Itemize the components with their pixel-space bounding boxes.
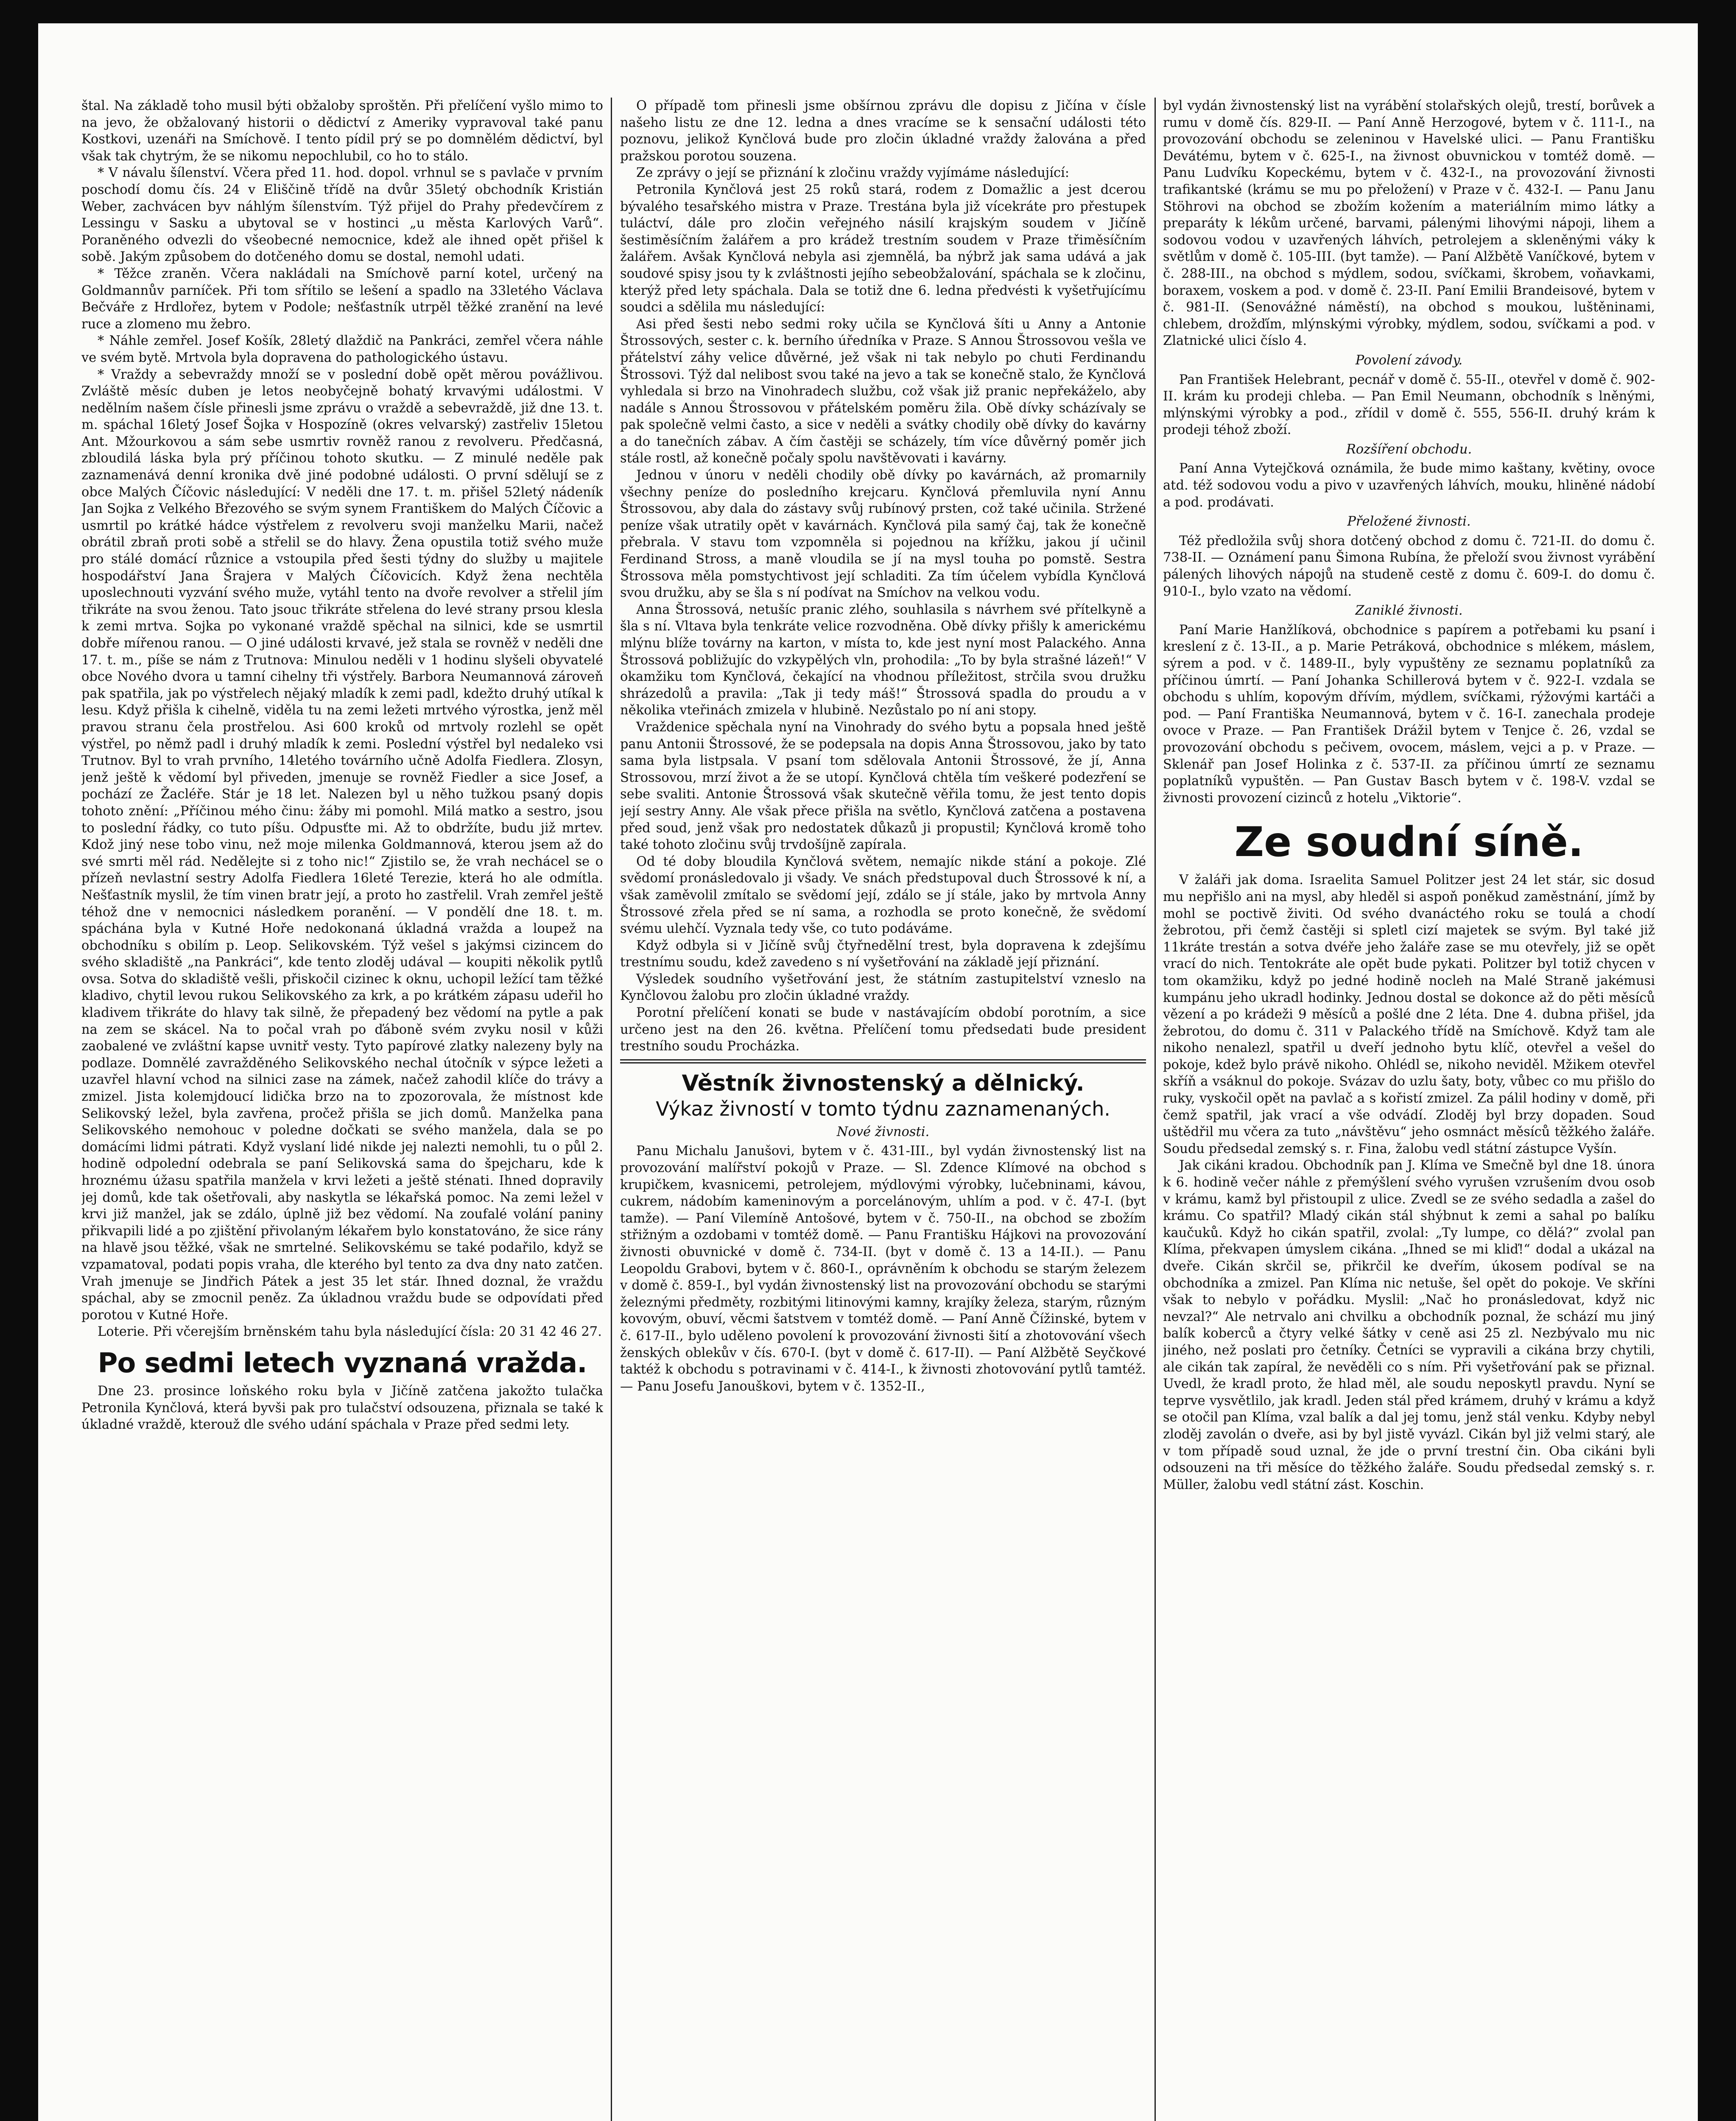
- article-paragraph: Výsledek soudního vyšetřování jest, že státním zastupitelství vzneslo na Kynčlovou žalobu pro zločin úkladné vraždy.: [620, 971, 1146, 1004]
- article-paragraph: Porotní přelíčení konati se bude v nastávajícím období porotním, a sice určeno jest na den 26. května. Přelíčení tomu předsedati bude president trestního soudu Procházka.: [620, 1005, 1146, 1054]
- subsection-title: Povolení závody.: [1355, 353, 1463, 368]
- article-paragraph: Když odbyla si v Jičíně svůj čtyřnedělní trest, byla dopravena k zdejšímu trestnímu soudu, kdež zavedeno s ní vyšetřování na základě její přiznání.: [620, 938, 1146, 970]
- column-left: [81, 98, 603, 2121]
- lottery-results: Loterie. Při včerejším brněnském tahu byla následující čísla: 20 31 42 46 27.: [98, 1324, 602, 1340]
- scan-border-right: [1698, 0, 1736, 2121]
- section-divider: [620, 1059, 1146, 1063]
- column-rule: [1155, 98, 1156, 2121]
- section-subheadline: Výkaz živností v tomto týdnu zaznamenaných.: [656, 1097, 1110, 1120]
- scan-border-left: [0, 0, 38, 2121]
- subsection-title: Rozšíření obchodu.: [1346, 442, 1472, 457]
- article-paragraph: Petronila Kynčlová jest 25 roků stará, rodem z Domažlic a jest dcerou bývalého tesařského mistra v Praze. Trestána byla již vícekráte pro přestupek tuláctví, dále pro zločin veřejného násilí krajským soudem v Jičíně šestiměsíčním žalářem a pro krádež trestním soudem v Praze třiměsíčním žalářem. Avšak Kynčlová nebyla asi zjemnělá, ba nýbrž jak sama udává a jak soudové spisy jsou ty k zvláštnosti jejího sebeobžalování, spáchala se k zločinu, kterýž před lety spáchala. Dala se totiž dne 6. ledna předvésti k vyšetřujícímu soudci a sdělila mu následující:: [620, 182, 1146, 315]
- column-rule: [611, 98, 612, 2121]
- article-paragraph: Asi před šesti nebo sedmi roky učila se Kynčlová šíti u Anny a Antonie Štrossových, sester c. k. berního úředníka v Praze. S Annou Štrossovou vešla ve přátelství záhy velice důvěrné, jež však ni tak nebylo po chuti Ferdinandu Štrossovi. Týž dal nelibost svou také na jevo a tak se konečně stalo, že Kynčlová vyhledala si brzo na Vinohradech službu, což však již pranic nepřekáželo, aby nadále s Annou Štrossovou v přátelském poměru žila. Obě dívky scházívaly se pak společně velmi často, a sice v neděli a svátky chodily obě dívky do kavárny a do tanečních zábav. A čím častěji se scházely, tím více důvěrný poměr jich stále rostl, až konečně počaly spolu navštěvovati i kavárny.: [620, 316, 1146, 466]
- article-paragraph: Vraždenice spěchala nyní na Vinohrady do svého bytu a popsala hned ještě panu Antonii Štrossové, že se podepsala na dopis Anna Štrossovou, jako by tato sama byla listpsala. V psaní tom sdělovala Antonii Štrossové, že jí, Anna Strossovou, mrzí život a že se utopí. Kynčlová chtěla tím veškeré podezření se sebe svaliti. Antonie Štrossová však skutečně věřila tomu, že jest tento dopis její sestry Anny. Ale však přece přišla na světlo, Kynčlová zatčena a postavena před soud, jenž však pro nedostatek důkazů ji propustil; Kynčlová kromě toho také tohoto zločinu svůj trvdošíjně zapírala.: [620, 719, 1146, 853]
- article-paragraph: Paní Anna Vytejčková oznámila, že bude mimo kaštany, květiny, ovoce atd. též sodovou vodu a pivo v uzavřených láhvích, mouku, hliněné nádobí a pod. prodávati.: [1163, 461, 1655, 510]
- column-right: [1163, 98, 1655, 2121]
- article-paragraph: štal. Na základě toho musil býti obžaloby sproštěn. Při přelíčení vyšlo mimo to na jevo, že obžalovaný historii o dědictví z Ameriky vypravoval také panu Kostkovi, uzenáři na Smíchově. I tento pídil prý se po domnělém dědictví, byl však tak chytrým, že se nikomu nepochlubil, co ho to stálo.: [81, 98, 603, 164]
- article-paragraph: Jednou v únoru v neděli chodily obě dívky po kavárnách, až promarnily všechny peníze do posledního krejcaru. Kynčlová přemluvila nyní Annu Štrossovou, aby dala do zástavy svůj rubínový prsten, což také učinila. Stržené peníze však utratily opět v kavárnách. Kynčlová pila samý čaj, tak že konečně přebrala. V stavu tom vzpomněla si pojednou na křížku, jakou jí učinil Ferdinand Stross, a maně vloudila se jí na mysl touha po pomstě. Sestra Štrossova měla pomstychtivost její schladiti. Za tím účelem vybídla Kynčlová svou družku, aby se šla s ní podívat na Smíchov na velkou vodu.: [620, 468, 1146, 601]
- article-paragraph: Též předložila svůj shora dotčený obchod z domu č. 721-II. do domu č. 738-II. — Oznámení panu Šimona Rubína, že přeloží svou živnost vyrábění pálených lihových nápojů na studeně cestě z domu č. 609-I. do domu č. 910-I., bylo vzato na vědomí.: [1163, 533, 1655, 599]
- court-report: Jak cikáni kradou. Obchodník pan J. Klíma ve Smečně byl dne 18. února k 6. hodině večer náhle z přemýšlení svého vyrušen vzrušením dvou osob v krámu, kamž byl přistoupil z ulice. Zvedl se ze svého sedadla a zašel do krámu. Co spatřil? Mladý cikán stál shýbnut k zemi a sahal po balíku kaučuků. Když ho cikán spatřil, zvolal: „Ty lumpe, co dělá?“ zvolal pan Klíma, překvapen úmyslem cikána. „Ihned se mi kliď!“ dodal a ukázal na dveře. Cikán skrčil se, přikrčil ke dveřím, úkosem podíval se na obchodníka a zmizel. Pan Klíma nic netuše, šel opět do pokoje. Ve skříni však to nebylo v pořádku. Myslil: „Nač ho pronásledovat, když nic nevzal?“ Ale netrvalo ani chvilku a obchodník poznal, že schází mu jiný balík koberců a čtyry velké šátky v ceně asi 25 zl. Nezbývalo mu nic jiného, než poslati pro četníky. Četníci se vypravili a cikána brzy chytili, ale cikán tak zapíral, že nevěděli co s ním. Při vyšetřování pak se přiznal. Uvedl, že kradl proto, že hlad měl, ale soudu neposkytl pravdu. Nyní se teprve vysvětlilo, jak kradl. Jeden stál před krámem, druhý v krámu a když se otočil pan Klíma, vzal balík a dal jej tomu, jenž stál venku. Kdyby nebyl zloděj zavolán o dveře, asi by byl jistě vyvázl. Cikán byl již velmi starý, ale v tom případě soud uznal, že jde o první trestní čin. Oba cikáni byli odsouzeni na tři měsíce do těžkého žaláře. Soudu předsedal zemský s. r. Müller, žalobu vedl státní zást. Koschin.: [1163, 1158, 1655, 1492]
- column-middle: [620, 98, 1146, 2121]
- subsection-title: Přeložené živnosti.: [1347, 514, 1471, 529]
- article-paragraph: Panu Michalu Janušovi, bytem v č. 431-III., byl vydán živnostenský list na provozování malířství pokojů v Praze. — Sl. Zdence Klímové na obchod s krupičkem, kvasnicemi, petrolejem, mýdlovými výrobky, lučebninami, kávou, cukrem, nádobím kameninovým a porcelánovým, uhlím a pod. v č. 47-I. (byt tamže). — Paní Vilemíně Antošové, bytem v č. 750-II., na obchod se zbožím střižným a ozdobami v tomtéž domě. — Panu Františku Hájkovi na provozování živnosti obuvnické v domě č. 734-II. (byt v domě č. 13 a 14-II.). — Panu Leopoldu Grabovi, bytem v č. 860-I., oprávněním k obchodu se starým železem v domě č. 859-I., byl vydán živnostenský list na provozování obchodu se starými železnými předměty, rozbitými litinovými kamny, krajíky železa, starým, různým kovovým, obuví, věcmi šatstvem v tomtéž domě. — Paní Anně Čížinské, bytem v č. 617-II., bylo uděleno povolení k provozování živnosti šití a zhotovování všech ženských oblekův v čís. 670-I. (byt v domě č. 617-II). — Paní Alžbětě Seyčkové taktéž k obchodu s potravinami v č. 414-I., k živnosti zhotovování pytlů tamtéž. — Panu Josefu Janouškovi, bytem v č. 1352-II.,: [620, 1144, 1146, 1394]
- subsection-title: Zaniklé živnosti.: [1355, 603, 1463, 618]
- article-paragraph: byl vydán živnostenský list na vyrábění stolařských olejů, trestí, borůvek a rumu v domě čís. 829-II. — Paní Anně Herzogové, bytem v č. 111-I., na provozování obchodu se zeleninou v Havelské ulici. — Panu Františku Devátému, bytem v č. 625-I., na živnost obuvnickou v tomtéž domě. — Panu Ludvíku Kopeckému, bytem v č. 432-I., na provozování živnosti trafikantské (krámu se mu po přeložení) v Praze v č. 432-I. — Panu Janu Stöhrovi na obchod se zbožím kožením a materiálním mimo látky a preparáty k lékům určené, barvami, pálenými lihovými nápoji, lihem a sodovou vodou v uzavřených láhvích, petrolejem a skleněnými váky k světlům v domě č. 105-III. (byt tamže). — Paní Alžbětě Vaníčkové, bytem v č. 288-III., na obchod s mýdlem, sodou, svíčkami, škrobem, voňavkami, boraxem, voskem a pod. v domě č. 23-II. Paní Emilii Brandeisové, bytem v č. 981-II. (Senovážné náměstí), na obchod s moukou, luštěninami, chlebem, drožďím, mlýnskými výrobky, mýdlem, sodou, svíčkami a pod. v Zlatnické ulici číslo 4.: [1163, 98, 1655, 349]
- section-headline: Věstník živnostenský a dělnický.: [682, 1070, 1085, 1096]
- news-item-murders: * Vraždy a sebevraždy množí se v poslední době opět měrou povážlivou. Zvláště měsíc duben je letos neobyčejně bohatý krvavými událostmi. V nedělním našem čísle přinesli jsme zprávu o vraždě a sebevraždě, již dne 13. t. m. spáchal 16letý Josef Šojka v Hospozíně (okres velvarský) zastřeliv 15letou Ant. Mžourkovou a sám sebe usmrtiv rovněž ranou z revolveru. Předčasná, zbloudilá láska byla prý příčinou tohoto skutku. — Z minulé neděle pak zaznamenává denní kronika dvě jiné podobné události. O první sdělují se z obce Malých Číčovic následující: V neděli dne 17. t. m. přišel 52letý nádeník Jan Sojka z Velkého Březového se svým synem Františkem do Malých Číčovic a usmrtil po krátké hádce výstřelem z revolveru svoji manželku Marii, načež obrátil zbraň proti sobě a střelil se do hlavy. Žena opustila totiž svého muže pro stálé domácí různice a vstoupila před šesti týdny do služby u majitele hospodářství Jana Šrajera v Malých Číčovicích. Když žena nechtěla uposlechnouti vyzvání svého muže, vytáhl tento na dvoře revolver a střelil jím třikráte na svou ženou. Tato jsouc třikráte střelena do levé strany prsou klesla k zemi mrtva. Sojka po vykonané vraždě spěchal na silnici, kde se usmrtil dobře mířenou ranou. — O jiné události krvavé, jež stala se rovněž v neděli dne 17. t. m., píše se nám z Trutnova: Minulou neděli v 1 hodinu slyšeli obyvatelé obce Nového dvora u tamní cihelny tři výstřely. Barbora Neumannová zároveň pak spatřila, jak po výstřelech nějaký mladík k zemi padl, kdežto druhý utíkal k lesu. Když přišla k cihelně, viděla tu na zemi ležeti mrtvého výrostka, jenž měl pravou stranu čela prostřelou. Asi 600 kroků od mrtvoly rozlehl se opět výstřel, po němž padl i druhý mladík k zemi. Poslední výstřel byl nedaleko vsi Trutnov. Byl to vrah prvního, 14letého továrního učně Adolfa Fiedlera. Zlosyn, jenž ještě k vědomí byl přiveden, jmenuje se rovněž Fiedler a sice Josef, a pochází ze Žacléře. Stár je 18 let. Nalezen byl u něho tužkou psaný dopis tohoto znění: „Příčinou mého činu: žáby mi pomohl. Milá matko a sestro, jsou to poslední řádky, co tuto píšu. Odpusťte mi. Až to obdržíte, budu již mrtev. Kdož jiný nese tobo vinu, než moje milenka Goldmannová, kterou jsem až do své smrti měl rád. Nedělejte si z toho nic!“ Zjistilo se, že vrah nechácel se o přízeň nevlastní sestry Adolfa Fiedlera 16leté Terezie, která ho ale odmítla. Nešťastník myslil, že tím vinen bratr její, a proto ho zastřelil. Vrah zemřel ještě téhož dne v nemocnici následkem poranění. — V pondělí dne 18. t. m. spáchána byla v Kutné Hoře nedokonaná úkladná vražda a loupež na obchodníku s obilím p. Leop. Selikovském. Týž vešel s jakýmsi cizincem do svého skladiště „na Pankráci“, kde tento zloděj udával — koupiti několik pytlů ovsa. Sotva do skladiště vešli, přiskočil cizinec k oknu, uchopil ležící tam těžké kladivo, chytil levou rukou Selikovského za krk, a po krátkém zápasu udeřil ho kladivem třikráte do hlavy tak silně, že přepadený bez vědomí na pytle a pak na zem se skácel. Na to počal vrah po ďáboně svém zvyku nosil v kůži zaobalené ve zvláštní kapse uvnitř vesty. Tyto papírové zlatky nalezeny byly na podlaze. Domnělé zavražděného Selikovského nechal útočník v sýpce ležeti a uzavřel hlavní vchod na silnici zase na zámek, načež zahodil klíče do trávy a zmizel. Jista kolemjdoucí lidička brzo na to zpozorovala, že místnost kde Selikovský ležel, byla zavřena, pročež přišla se jich domů. Manželka pana Selikovského nemohouc v poledne dočkati se svého manžela, dala se po domácími lidmi pátrati. Když vyslaní lidé nikde jej nalezti nemohli, tu o půl 2. hodině odpolední odebrala se paní Selikovská sama do špejcharu, kde k hroznému úžasu spatřila manžela v krvi ležeti a ještě sténati. Ihned dopravily jej domů, kde tak ošetřovali, aby naskytla se lékařská pomoc. Na zemi ležel v krvi již manžel, jak se zdálo, úplně již bez vědomí. Na zoufalé volání paniny přikvapili lidé a po zjištění přivolaným lékařem bylo konstatováno, že sice rány na hlavě jsou těžké, však ne smrtelné. Selikovskému se také podařilo, když se vzpamatoval, podati popis vraha, dle kterého byl tento za dva dny nato zatčen. Vrah jmenuje se Jindřich Pátek a jest 35 let stár. Ihned doznal, že vraždu spáchal, aby se zmocnil peněz. Za úkladnou vraždu bude se odpovídati před porotou v Kutné Hoře.: [81, 367, 603, 1323]
- article-paragraph: Paní Marie Hanžlíková, obchodnice s papírem a potřebami ku psaní i kreslení z č. 13-II., a p. Marie Petráková, obchodnice s mlékem, máslem, sýrem a pod. v č. 1489-II., byly vypuštěny ze seznamu poplatníků za příčinou úmrtí. — Paní Johanka Schillerová bytem v č. 922-I. vzdala se obchodu s uhlím, kopovým dřívím, mýdlem, svíčkami, rýžovými kartáči a pod. — Paní Františka Neumannová, bytem v č. 16-I. zanechala prodeje ovoce v Praze. — Pan František Drážil bytem v Tenjce č. 26, vzdal se provozování obchodu s pečivem, ovocem, máslem, vejci a p. v Praze. — Sklenář pan Josef Holinka z č. 537-II. za příčinou úmrtí ze seznamu poplatníků vypuštěn. — Pan Gustav Basch bytem v č. 198-V. vzdal se živnosti provození cizinců z hotelu „Viktorie“.: [1163, 622, 1655, 806]
- section-headline: Ze soudní síně.: [1234, 818, 1584, 866]
- subsection-title: Nové živnosti.: [836, 1124, 930, 1139]
- scan-border-top: [0, 0, 1736, 23]
- news-item-injured: * Těžce zraněn. Včera nakládali na Smíchově parní kotel, určený na Goldmannův parníček. Při tom sřítilo se lešení a spadlo na 33letého Václava Bečváře z Hrdlořez, bytem v Podole; nešťastník utrpěl těžké zranění na levé ruce a zlomeno mu žebro.: [81, 266, 603, 332]
- news-item-died: * Náhle zemřel. Josef Košík, 28letý dlaždič na Pankráci, zemřel včera náhle ve svém bytě. Mrtvola byla dopravena do pathologického ústavu.: [81, 333, 603, 365]
- news-item-madness: * V návalu šílenství. Včera před 11. hod. dopol. vrhnul se s pavlače v prvním poschodí domu čís. 24 v Eliščině třídě na dvůr 35letý obchodník Kristián Weber, zachvácen byv náhlým šílenstvím. Týž přijel do Prahy předevčírem z Lessingu v Sasku a ubytoval se v hostinci „u města Karlových Varů“. Poraněného odvezli do všeobecné nemocnice, kdež ale ihned opět přišel k sobě. Jakým způsobem do dotčeného domu se dostal, nemohl udati.: [81, 165, 603, 265]
- article-paragraph: Dne 23. prosince loňského roku byla v Jičíně zatčena jakožto tulačka Petronila Kynčlová, která byvši pak pro tulačství odsouzena, přiznala se také k úkladné vraždě, kterouž dle svého udání spáchala v Praze před sedmi lety.: [81, 1383, 603, 1433]
- court-report: V žaláři jak doma. Israelita Samuel Politzer jest 24 let stár, sic dosud mu nepřišlo ani na mysl, aby hleděl si aspoň poněkud zaměstnání, jímž by mohl se poctivě živiti. Od svého dvanáctého roku se toulá a chodí žebrotou, při čemž častěji si spletl cizí majetek se svým. Byl také již 11kráte trestán a sotva dvéře jeho žaláře zase se mu otevřely, již se opět vrací do nich. Tentokráte ale opět bude pykati. Politzer byl totiž chycen v tom okamžiku, když po jedné hodině nocleh na Malé Straně jakémusi kumpánu jeho ukradl hodinky. Jednou dostal se dokonce až do pěti měsíců vězení a po krádeži 9 měsíců a pošlé dne 2 léta. Dne 4. dubna přišel, jda žebrotou, do domu č. 311 v Palackého třídě na Smíchově. Když tam ale nikoho nenalezl, spatřil u dveří jednoho bytu klíč, otevřel a vešel do pokoje, kdež bylo právě nikoho. Ohlédl se, nikoho neviděl. Mžikem otevřel skříň a vsáknul do pokoje. Svázav do uzlu šaty, boty, vůbec co mu přišlo do ruky, vyskočil opět na pavlač a s kořistí zmizel. Za pálil hodiny v domě, při čemž spatřil, jak vrací a vše odvádí. Zloděj byl brzy dopaden. Soud uštědřil mu včera za tuto „návštěvu“ jeho osmnáct měsíců těžkého žaláře. Soudu předsedal zemský s. r. Fina, žalobu vedl státní zástupce Vyšín.: [1163, 873, 1655, 1156]
- article-paragraph: Ze zprávy o její se přiznání k zločinu vraždy vyjímáme následující:: [636, 165, 1070, 181]
- article-paragraph: Anna Štrossová, netušíc pranic zlého, souhlasila s návrhem své přítelkyně a šla s ní. Vltava byla tenkráte velice rozvodněna. Obě dívky přišly k americkému mlýnu blíže továrny na karton, v místa to, kde jest nyní most Palackého. Anna Štrossová pobližujíc do vzkypělých vln, prohodila: „To by byla strašné lázeň!“ V okamžiku tom Kynčlová, čekající na vhodnou příležitost, strčila svou družku shrázedolů a pravila: „Tak ji tedy máš!“ Štrossová spadla do proudu a v několika vteřinách zmizela v hlubině. Nezůstalo po ní ani stopy.: [620, 602, 1146, 718]
- article-paragraph: Od té doby bloudila Kynčlová světem, nemajíc nikde stání a pokoje. Zlé svědomí pronásledovalo ji všady. Ve snách předstupoval duch Štrossové k ní, a však zaměvolil zmítalo se svědomí její, zdálo se jí stále, jako by mrtvola Anny Štrossové zřela před se ní sama, a rozhodla se proto konečně, že svědomí svému ulehčí. Vyznala tedy vše, co tuto podáváme.: [620, 854, 1146, 937]
- article-headline: Po sedmi letech vyznaná vražda.: [98, 1347, 587, 1379]
- article-paragraph: O případě tom přinesli jsme obšírnou zprávu dle dopisu z Jičína v čísle našeho listu ze dne 12. ledna a dnes vracíme se k sensační události této poznovu, jelikož Kynčlová bude pro zločin úkladné vraždy žalována a před pražskou porotou souzena.: [620, 98, 1146, 164]
- article-paragraph: Pan František Helebrant, pecnář v domě č. 55-II., otevřel v domě č. 902-II. krám ku prodeji chleba. — Pan Emil Neumann, obchodník s lněnými, mlýnskými výrobky a pod., zřídil v domě č. 555, 556-II. druhý krám k prodeji téhož zboží.: [1163, 372, 1655, 438]
